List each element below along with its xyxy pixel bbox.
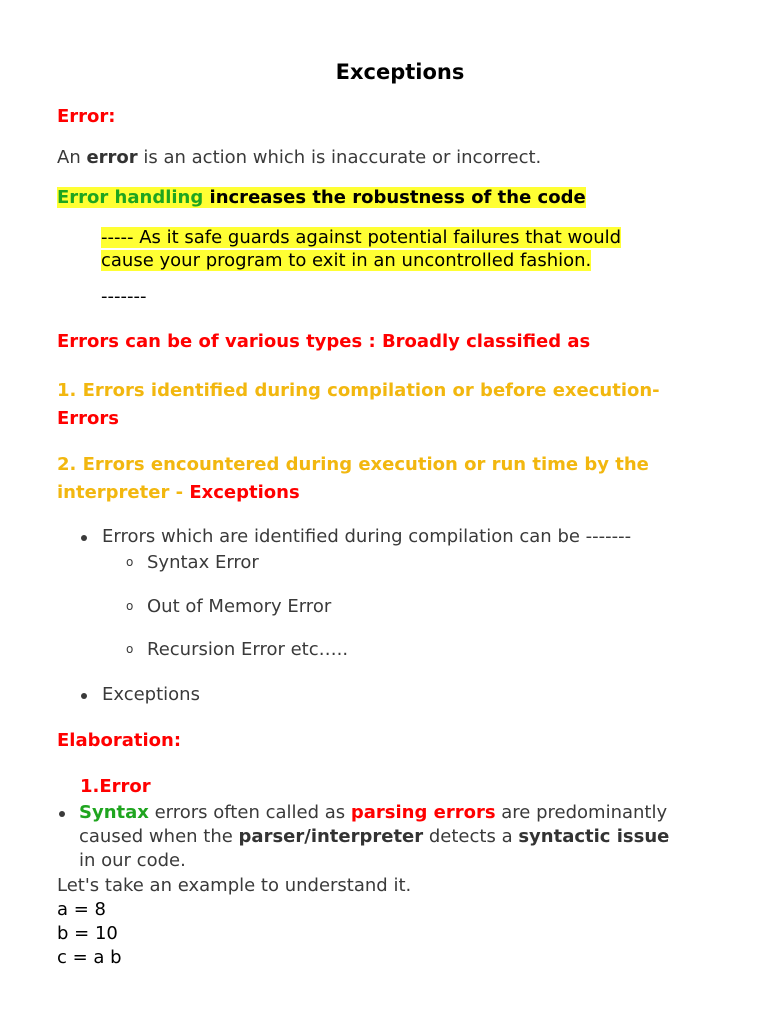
- syntax-text-1: errors often called as: [148, 802, 351, 823]
- error-heading: Error:: [57, 106, 116, 127]
- safeguard-dashes: -------: [101, 286, 147, 307]
- error-subheading: 1.Error: [80, 776, 151, 797]
- syntax-text-2: are predominantly: [495, 802, 668, 823]
- safeguard-line1: ----- As it safe guards against potential failures that would: [101, 227, 622, 248]
- sub-item-3: Recursion Error etc…..: [147, 639, 349, 660]
- bullet-item-1: Errors which are identified during compilation can be -------: [102, 526, 632, 547]
- class2: [57, 451, 649, 507]
- example-intro: Let's take an example to understand it.: [57, 875, 412, 896]
- types-heading: Errors can be of various types : Broadly classified as: [57, 331, 591, 352]
- safeguard-block: [101, 226, 621, 272]
- parser-interpreter: parser/interpreter: [238, 826, 424, 847]
- syntax-text-5: in our code.: [79, 850, 186, 871]
- bullet-dot: [81, 693, 87, 699]
- example-block: [57, 874, 411, 970]
- intro-bold: error: [86, 147, 138, 168]
- syntax-text-4: detects a: [423, 826, 519, 847]
- sub-item-2: Out of Memory Error: [147, 596, 332, 617]
- syntactic-issue: syntactic issue: [518, 826, 670, 847]
- handling-green: Error handling: [57, 187, 204, 208]
- bullet-item-2: Exceptions: [102, 684, 200, 705]
- class1-red: Errors: [57, 408, 120, 429]
- sub-item-1: Syntax Error: [147, 552, 259, 573]
- circle-bullet: o: [126, 599, 134, 613]
- circle-bullet: o: [126, 555, 134, 569]
- syntax-text-3: caused when the: [79, 826, 239, 847]
- intro-pre: An: [57, 147, 87, 168]
- example-line: c = a b: [57, 947, 122, 968]
- class1: [57, 377, 660, 433]
- intro-line: [57, 147, 541, 168]
- syntax-paragraph: [79, 801, 669, 873]
- handling-line: [57, 187, 586, 208]
- safeguard-line2: cause your program to exit in an uncontrolled fashion.: [101, 250, 592, 271]
- elaboration-heading: Elaboration:: [57, 730, 182, 751]
- bullet-dot: [59, 811, 65, 817]
- class1-gold: 1. Errors identified during compilation or before execution-: [57, 380, 660, 401]
- parsing-errors: parsing errors: [350, 802, 496, 823]
- class2-gold-line2: interpreter -: [57, 482, 190, 503]
- example-line: a = 8: [57, 899, 107, 920]
- class2-red: Exceptions: [189, 482, 300, 503]
- circle-bullet: o: [126, 642, 134, 656]
- intro-post: is an action which is inaccurate or incorrect.: [137, 147, 542, 168]
- handling-black: increases the robustness of the code: [203, 187, 586, 208]
- class2-gold-line1: 2. Errors encountered during execution or run time by the: [57, 454, 649, 475]
- example-line: b = 10: [57, 923, 118, 944]
- page-title: Exceptions: [335, 60, 465, 84]
- syntax-word: Syntax: [79, 802, 149, 823]
- bullet-dot: [81, 535, 87, 541]
